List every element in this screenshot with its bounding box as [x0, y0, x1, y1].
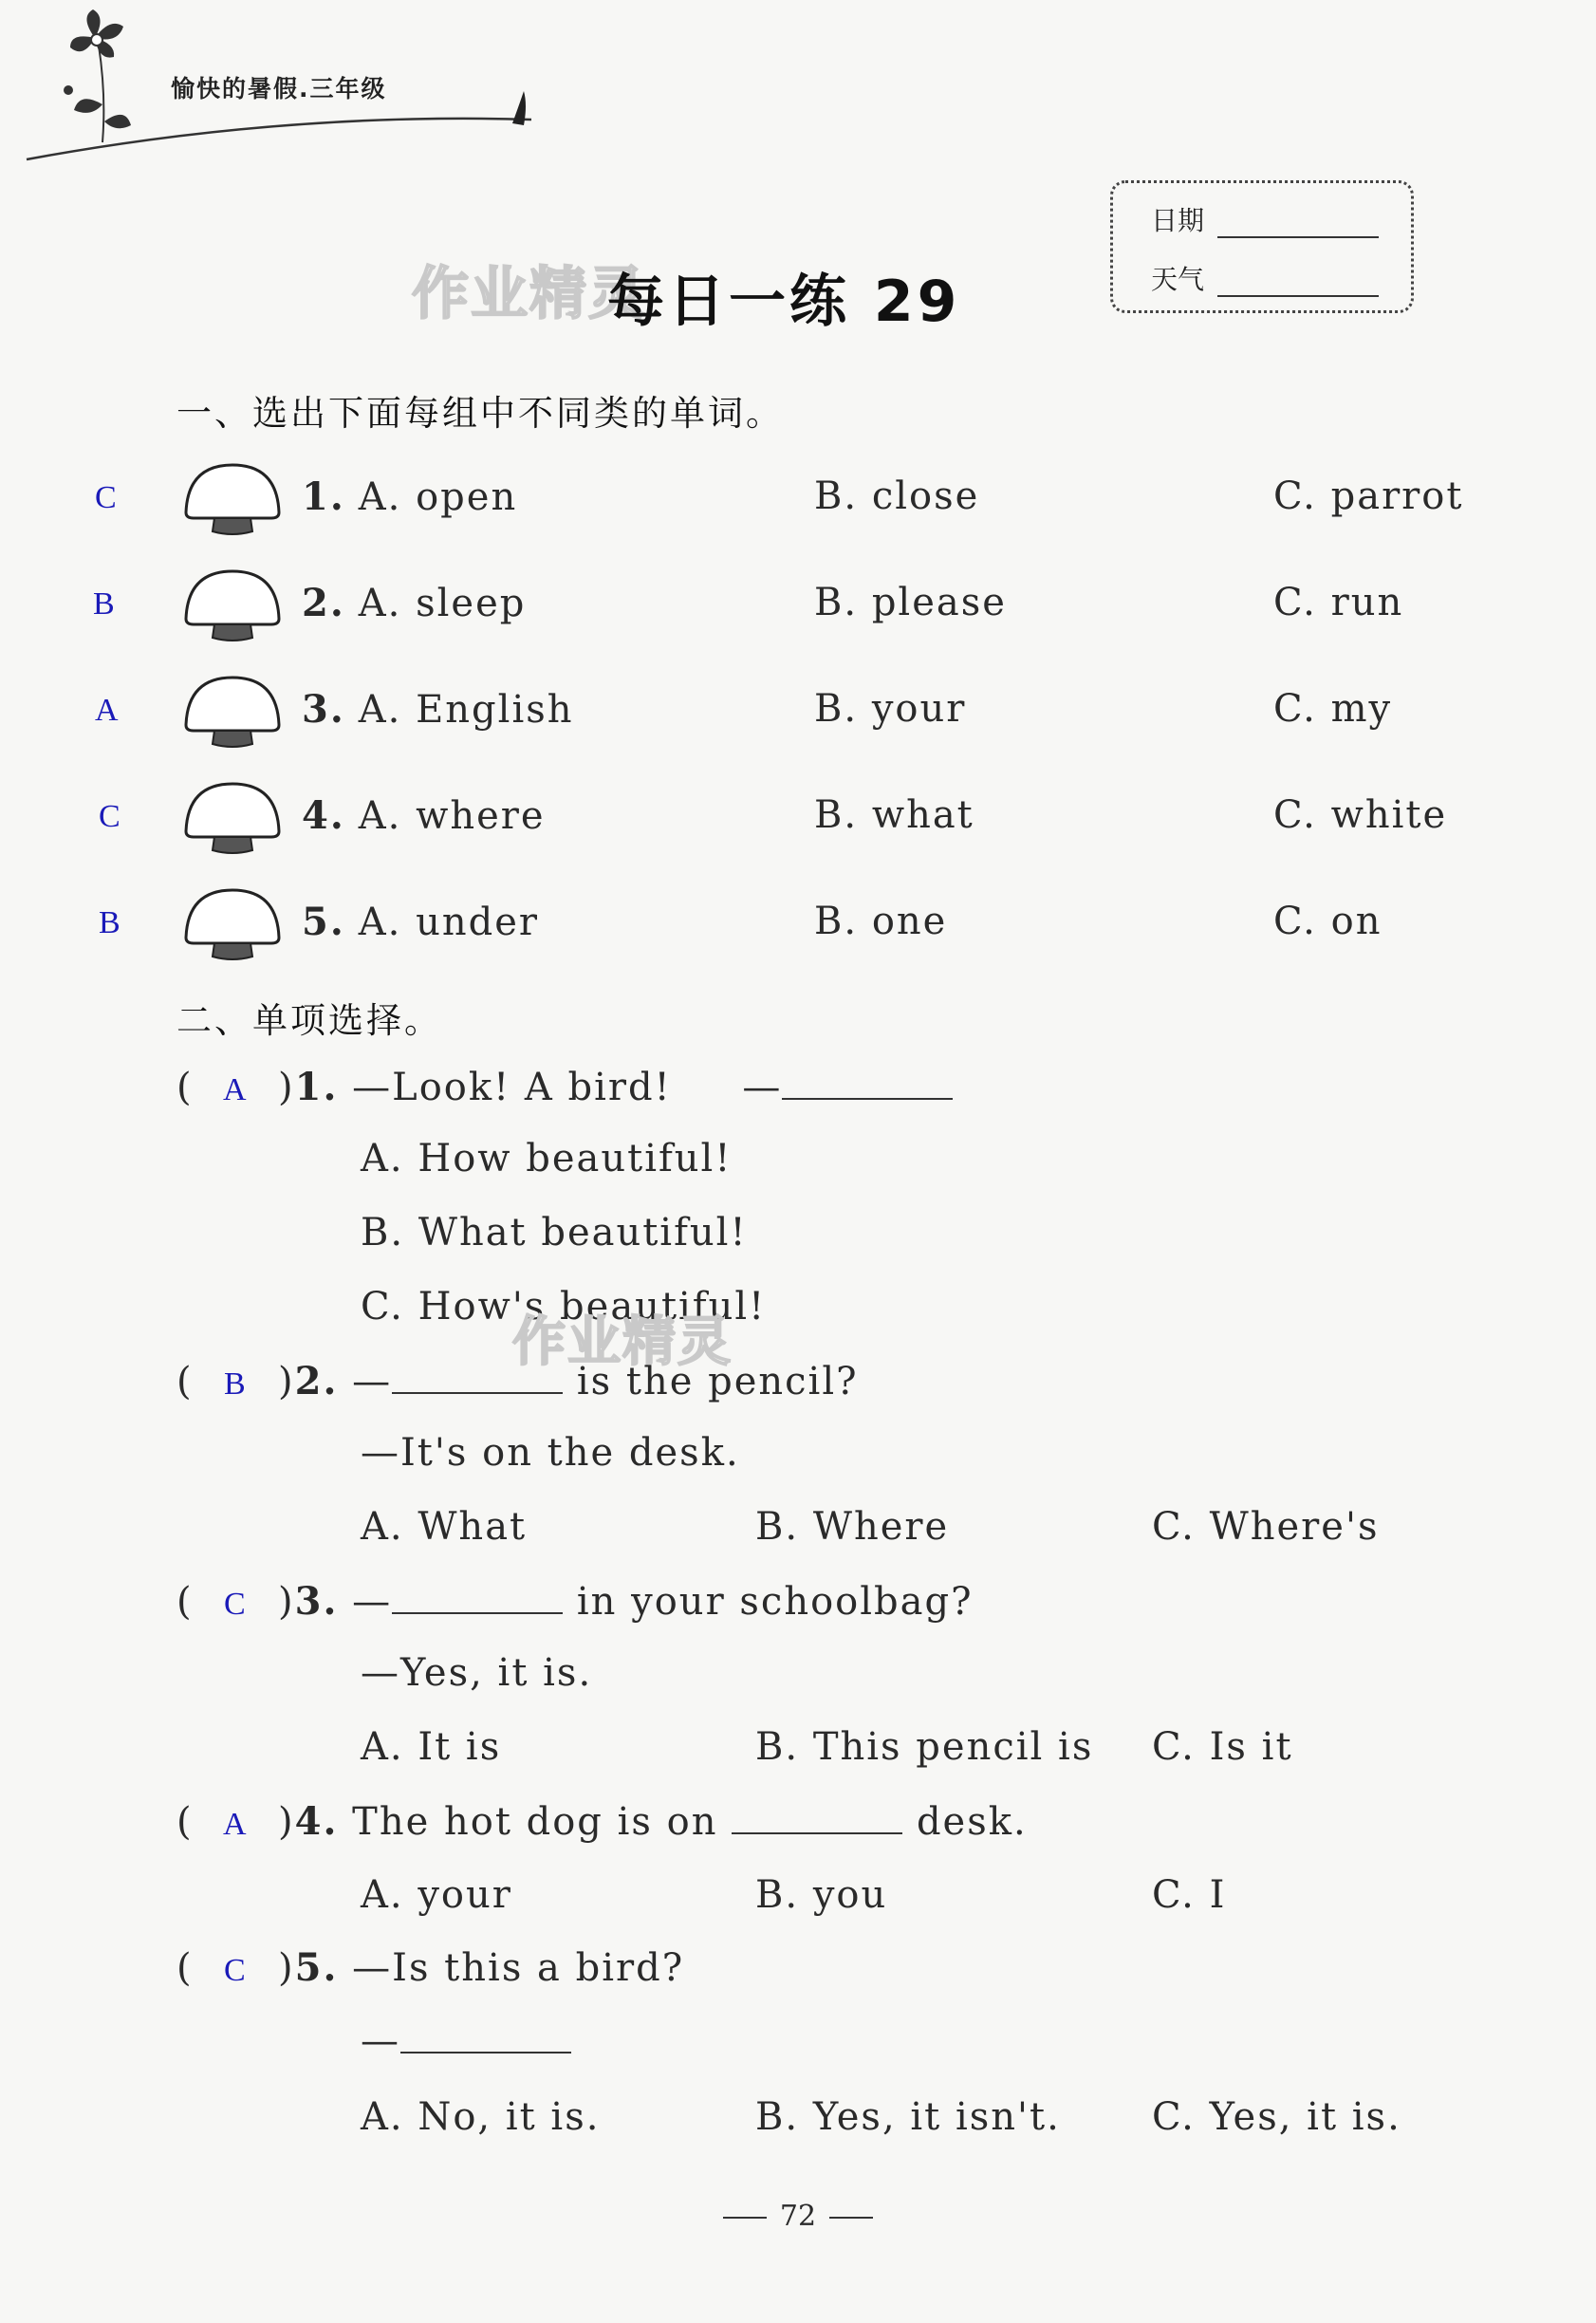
- option-c: C. run: [1273, 581, 1404, 624]
- answer-2: B: [93, 586, 115, 622]
- word-group-1: [302, 474, 517, 519]
- question-4: [176, 1799, 1028, 1844]
- option-c: C. I: [1152, 1873, 1227, 1917]
- option-a: A. where: [358, 794, 546, 838]
- section2-heading: 二、单项选择。: [176, 1000, 442, 1041]
- option-a: A. How beautiful!: [361, 1137, 733, 1180]
- question-number: 3.: [294, 1579, 339, 1624]
- question-number: 1.: [302, 474, 345, 519]
- question-1: [176, 1065, 953, 1109]
- option-b: B. What beautiful!: [361, 1211, 748, 1254]
- date-label: 日期: [1151, 205, 1205, 236]
- question-stem: —Look! A bird!: [352, 1066, 672, 1109]
- option-a: A. sleep: [358, 582, 527, 625]
- word-group-5: [302, 900, 539, 944]
- weather-label: 天气: [1151, 264, 1205, 295]
- question-2: [176, 1359, 859, 1403]
- question-number: 2.: [294, 1359, 339, 1403]
- option-a: A. What: [361, 1505, 528, 1549]
- mushroom-answer-box-icon: [180, 886, 285, 962]
- page-title: 每日一练 29: [607, 269, 961, 335]
- paren-open: (: [176, 1580, 194, 1624]
- page-number-dash: [829, 2217, 873, 2219]
- option-b: B. one: [814, 900, 948, 943]
- question-5: [176, 1945, 684, 1990]
- option-a: A. English: [358, 688, 574, 732]
- answer-5: B: [99, 905, 121, 940]
- word-group-2: [302, 581, 526, 625]
- option-a: A. under: [358, 901, 540, 944]
- word-group-4: [302, 793, 546, 838]
- question-stem: The hot dog is on: [352, 1800, 718, 1844]
- section1-heading: 一、选出下面每组中不同类的单词。: [176, 393, 784, 434]
- mushroom-answer-box-icon: [180, 461, 285, 537]
- answer-4: A: [223, 1807, 249, 1842]
- option-c: C. on: [1273, 900, 1383, 943]
- option-a: A. It is: [361, 1725, 502, 1769]
- mushroom-answer-box-icon: [180, 567, 285, 643]
- reply-line: —It's on the desk.: [361, 1431, 740, 1475]
- answer-2: B: [223, 1366, 248, 1402]
- answer-4: C: [99, 799, 121, 834]
- paren-close: ): [278, 1360, 295, 1403]
- date-blank: [1217, 236, 1379, 238]
- option-c: C. How's beautiful!: [361, 1285, 767, 1329]
- option-c: C. white: [1273, 793, 1448, 837]
- question-number: 1.: [294, 1065, 339, 1109]
- option-a: A. your: [361, 1873, 512, 1917]
- paren-open: (: [176, 1360, 194, 1403]
- question-stem-end: desk.: [916, 1800, 1028, 1844]
- question-number: 5.: [302, 900, 345, 944]
- question-number: 3.: [302, 687, 345, 732]
- reply-dash: —: [742, 1066, 783, 1109]
- option-b: B. Yes, it isn't.: [755, 2095, 1061, 2139]
- question-number: 4.: [294, 1799, 339, 1844]
- option-a: A. No, it is.: [361, 2095, 601, 2139]
- page-number-dash: [723, 2217, 767, 2219]
- paren-close: ): [278, 1580, 295, 1624]
- answer-1: A: [223, 1072, 249, 1107]
- question-number: 5.: [294, 1945, 339, 1990]
- option-c: C. Yes, it is.: [1152, 2095, 1401, 2139]
- option-b: B. your: [814, 687, 967, 731]
- option-a: A. open: [358, 475, 518, 519]
- date-weather-box: [1110, 180, 1414, 313]
- mushroom-answer-box-icon: [180, 674, 285, 750]
- book-title: 愉快的暑假.三年级: [171, 75, 387, 102]
- option-c: C. Is it: [1152, 1725, 1293, 1769]
- option-b: B. close: [814, 474, 980, 518]
- watermark-logo: 作业精灵: [512, 1311, 733, 1373]
- reply-dash: —: [361, 2019, 400, 2063]
- question-dash: —: [352, 1580, 393, 1624]
- paren-open: (: [176, 1800, 194, 1844]
- answer-5: C: [223, 1953, 248, 1988]
- option-b: B. please: [814, 581, 1007, 624]
- page-number: [0, 2200, 1596, 2233]
- watermark-logo: 作业精灵: [412, 261, 647, 327]
- question-stem: —Is this a bird?: [352, 1946, 685, 1990]
- paren-open: (: [176, 1946, 194, 1990]
- option-b: B. Where: [755, 1505, 950, 1549]
- paren-close: ): [278, 1946, 295, 1990]
- paren-close: ): [278, 1066, 295, 1109]
- answer-blank: [392, 1612, 563, 1614]
- answer-blank: [392, 1392, 563, 1394]
- weather-blank: [1217, 295, 1379, 297]
- question-number: 2.: [302, 581, 345, 625]
- question-3: [176, 1579, 974, 1624]
- question-number: 4.: [302, 793, 345, 838]
- page-number-text: 72: [779, 2200, 817, 2233]
- answer-3: C: [223, 1587, 248, 1622]
- paren-close: ): [278, 1800, 295, 1844]
- reply-line: [361, 2019, 571, 2063]
- question-stem: is the pencil?: [576, 1360, 859, 1403]
- mushroom-answer-box-icon: [180, 780, 285, 856]
- answer-1: C: [95, 480, 117, 515]
- answer-blank: [400, 2052, 571, 2054]
- answer-blank: [782, 1098, 953, 1100]
- paren-open: (: [176, 1066, 194, 1109]
- question-dash: —: [352, 1360, 393, 1403]
- answer-3: A: [95, 693, 119, 728]
- question-stem: in your schoolbag?: [576, 1580, 974, 1624]
- option-c: C. my: [1273, 687, 1393, 731]
- word-group-3: [302, 687, 574, 732]
- answer-blank: [732, 1832, 902, 1834]
- option-b: B. you: [755, 1873, 888, 1917]
- reply-line: —Yes, it is.: [361, 1651, 593, 1695]
- option-c: C. Where's: [1152, 1505, 1380, 1549]
- option-b: B. what: [814, 793, 974, 837]
- option-c: C. parrot: [1273, 474, 1464, 518]
- option-b: B. This pencil is: [755, 1725, 1094, 1769]
